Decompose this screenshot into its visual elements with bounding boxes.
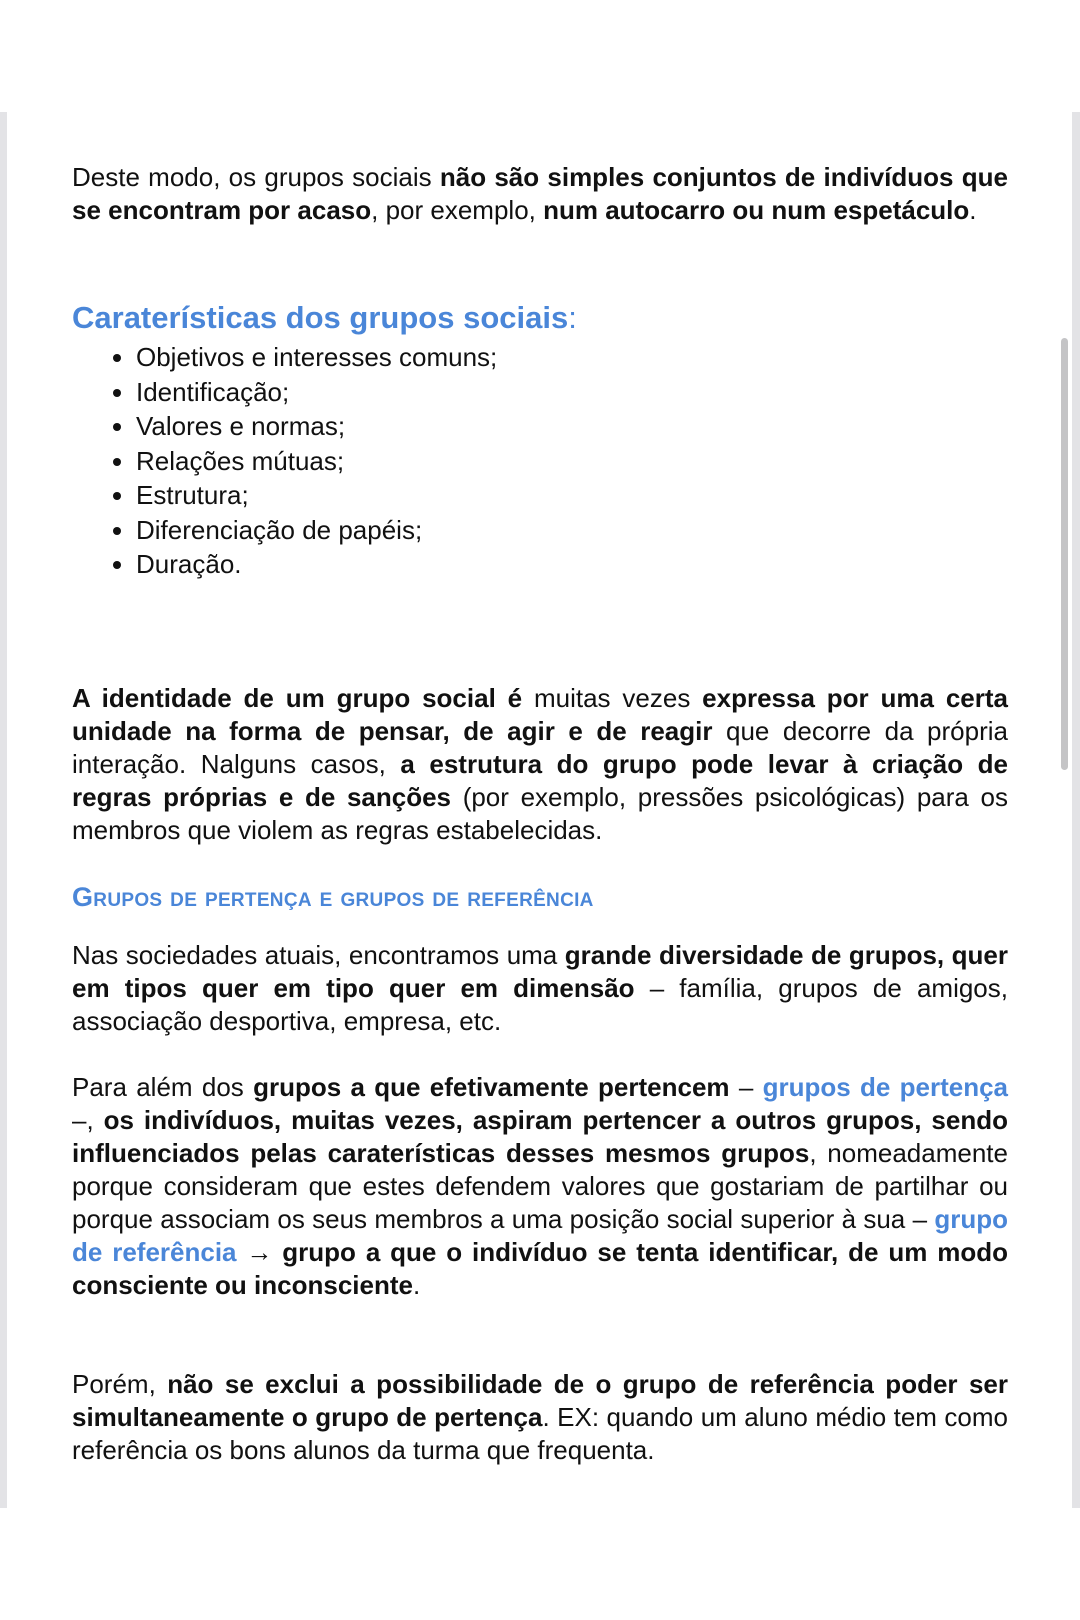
text-run: . xyxy=(412,1270,421,1300)
paragraph-overlap-example xyxy=(72,1368,1008,1467)
text-run: que decorre da própria interação. Nalguns casos, xyxy=(72,716,1008,779)
heading-colon: : xyxy=(568,300,577,335)
text-run: – família, grupos de amigos, associação desportiva, empresa, etc. xyxy=(72,973,1008,1036)
bold-text: grande diversidade de grupos, quer em tipos quer em tipo quer em dimensão xyxy=(72,940,1009,1003)
page-left-edge xyxy=(0,112,7,1508)
text-run: → xyxy=(236,1237,283,1267)
characteristics-list xyxy=(72,340,497,582)
paragraph-group-identity xyxy=(72,682,1008,847)
text-run: Porém, xyxy=(72,1369,168,1399)
bold-text: A identidade de um grupo social é xyxy=(72,683,523,713)
list-item: • Identificação; xyxy=(136,375,497,410)
text-run: –, xyxy=(72,1105,104,1135)
text-run: muitas vezes xyxy=(522,683,703,713)
bold-text: expressa por uma certa unidade na forma de pensar, de agir e de reagir xyxy=(72,683,1008,746)
paragraph-reference-groups xyxy=(72,1071,1008,1302)
heading-membership-reference-groups: Grupos de pertença e grupos de referência xyxy=(72,882,594,912)
text-run: . xyxy=(969,195,977,225)
term-highlight: grupo de referência xyxy=(72,1204,1008,1267)
bold-text: grupo a que o indivíduo se tenta identificar, de um modo consciente ou inconsciente xyxy=(72,1237,1009,1300)
text-run: Nas sociedades atuais, encontramos uma xyxy=(72,940,565,970)
list-item: • Duração. xyxy=(136,547,497,582)
bold-text: não são simples conjuntos de indivíduos que se encontram por acaso xyxy=(72,162,1008,225)
list-item: • Relações mútuas; xyxy=(136,444,497,479)
list-item: • Diferenciação de papéis; xyxy=(136,513,497,548)
bold-text: a estrutura do grupo pode levar à criação de regras próprias e de sanções xyxy=(72,749,1009,812)
page-right-edge xyxy=(1072,112,1080,1508)
list-item: • Valores e normas; xyxy=(136,409,497,444)
text-run: , nomeadamente porque consideram que estes defendem valores que gostariam de partilhar ou porque associam os seus membros a uma posição social superior à sua – xyxy=(72,1138,1008,1234)
text-run: Para além dos xyxy=(72,1072,254,1102)
heading-characteristics xyxy=(72,300,577,336)
text-run: . EX: quando um aluno médio tem como referência os bons alunos da turma que frequenta. xyxy=(72,1402,1008,1465)
list-item: • Objetivos e interesses comuns; xyxy=(136,340,497,375)
heading-text: Caraterísticas dos grupos sociais xyxy=(72,300,569,335)
vertical-scrollbar[interactable] xyxy=(1061,338,1068,770)
text-run: , por exemplo, xyxy=(371,195,544,225)
term-highlight: grupos de pertença xyxy=(762,1072,1009,1102)
text-run: Deste modo, os grupos sociais xyxy=(72,162,440,192)
paragraph-group-diversity xyxy=(72,939,1008,1038)
bold-text: os indivíduos, muitas vezes, aspiram pertencer a outros grupos, sendo influenciados pelas caraterísticas desses mesmos grupos xyxy=(72,1105,1008,1168)
bold-text: num autocarro ou num espetáculo xyxy=(543,195,970,225)
bold-text: não se exclui a possibilidade de o grupo de referência poder ser simultaneamente o grupo de pertença xyxy=(72,1369,1008,1432)
text-run: (por exemplo, pressões psicológicas) para os membros que violem as regras estabelecidas. xyxy=(72,782,1008,845)
text-run: – xyxy=(729,1072,763,1102)
bold-text: grupos a que efetivamente pertencem xyxy=(253,1072,730,1102)
list-item: • Estrutura; xyxy=(136,478,497,513)
paragraph-group-definition xyxy=(72,161,1008,227)
